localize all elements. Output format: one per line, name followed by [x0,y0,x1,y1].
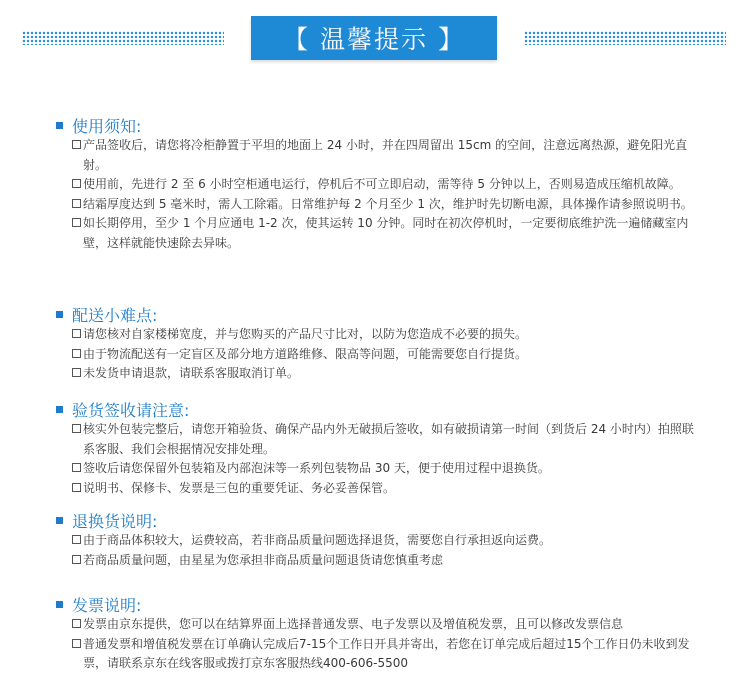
list-item [72,479,704,499]
checkbox-icon [72,424,81,433]
section-title-text: 发票说明: [72,595,142,615]
section-title-text: 使用须知: [72,116,142,136]
item-list [54,615,704,674]
section-return-notes [54,509,704,570]
item-text: 结霜厚度达到 5 毫米时，需人工除霜。日常维护每 2 个月至少 1 次，维护时先切断电源，具体操作请参照说明书。 [83,196,693,211]
list-item [72,195,704,215]
section-title [54,593,704,615]
item-list [54,531,704,570]
item-text: 说明书、保修卡、发票是三包的重要凭证、务必妥善保管。 [83,480,396,495]
page-title: 【 温馨提示 】 [251,16,497,60]
list-item [72,420,704,459]
item-list [54,420,704,498]
checkbox-icon [72,218,81,227]
section-title [54,398,704,420]
checkbox-icon [72,535,81,544]
square-bullet-icon [56,311,63,318]
list-item [72,551,704,571]
decorative-dots-left [22,31,224,45]
section-title [54,509,704,531]
item-text: 签收后请您保留外包装箱及内部泡沫等一系列包装物品 30 天，便于使用过程中退换货。 [83,461,550,475]
item-text: 未发货申请退款，请联系客服取消订单。 [83,366,300,380]
list-item [72,345,704,365]
square-bullet-icon [56,601,63,608]
item-text: 普通发票和增值税发票在订单确认完成后7-15个工作日开具并寄出，若您在订单完成后超过15个工作日仍未收到发票，请联系京东在线客服或拨打京东客服热线400-606-5500 [83,636,690,670]
section-title-text: 退换货说明: [72,511,158,531]
checkbox-icon [72,483,81,492]
list-item [72,459,704,479]
checkbox-icon [72,463,81,472]
list-item [72,531,704,551]
checkbox-icon [72,639,81,648]
list-item [72,175,704,195]
checkbox-icon [72,179,81,188]
item-text: 由于商品体积较大，运费较高，若非商品质量问题选择退货，需要您自行承担返向运费。 [83,533,552,547]
checkbox-icon [72,329,81,338]
item-text: 若商品质量问题，由星星为您承担非商品质量问题退货请您慎重考虑 [83,552,444,567]
list-item [72,325,704,345]
square-bullet-icon [56,122,63,129]
list-item [72,615,704,635]
item-text: 核实外包装完整后，请您开箱验货、确保产品内外无破损后签收，如有破损请第一时间（到货后 24 小时内）拍照联系客服、我们会根据情况安排处理。 [83,422,694,456]
checkbox-icon [72,199,81,208]
checkbox-icon [72,140,81,149]
square-bullet-icon [56,517,63,524]
list-item [72,635,704,674]
checkbox-icon [72,555,81,564]
list-item [72,136,704,175]
item-text: 由于物流配送有一定盲区及部分地方道路维修、限高等问题，可能需要您自行提货。 [83,346,528,361]
checkbox-icon [72,368,81,377]
item-text: 产品签收后，请您将冷柜静置于平坦的地面上 24 小时，并在四周留出 15cm 的空间，注意远离热源，避免阳光直射。 [83,138,688,172]
square-bullet-icon [56,406,63,413]
list-item [72,364,704,384]
section-inspection-notes [54,398,704,498]
header [0,0,750,80]
section-invoice-notes [54,593,704,674]
section-title-text: 验货签收请注意: [72,400,190,420]
section-delivery-notes [54,303,704,384]
item-text: 使用前，先进行 2 至 6 小时空柜通电运行，停机后不可立即启动，需等待 5 分钟以上，否则易造成压缩机故障。 [83,177,681,191]
decorative-dots-right [524,31,726,45]
item-list [54,325,704,384]
item-text: 请您核对自家楼梯宽度，并与您购买的产品尺寸比对，以防为您造成不必要的损失。 [83,327,528,341]
item-text: 发票由京东提供，您可以在结算界面上选择普通发票、电子发票以及增值税发票，且可以修改发票信息 [83,617,624,631]
section-usage-notes [54,114,704,253]
section-title-text: 配送小难点: [72,305,158,325]
checkbox-icon [72,619,81,628]
checkbox-icon [72,349,81,358]
section-title [54,114,704,136]
section-title [54,303,704,325]
item-list [54,136,704,253]
list-item [72,214,704,253]
item-text: 如长期停用，至少 1 个月应通电 1-2 次，使其运转 10 分钟。同时在初次停机时，一定要彻底维护洗一遍储藏室内壁，这样就能快速除去异味。 [83,216,689,250]
